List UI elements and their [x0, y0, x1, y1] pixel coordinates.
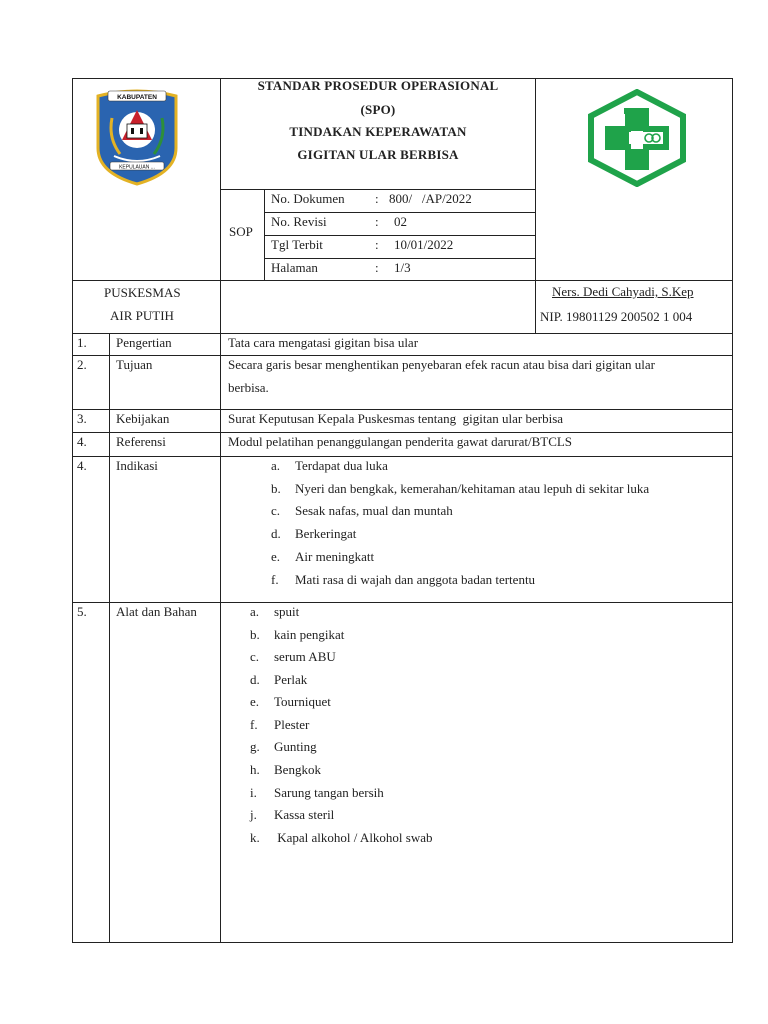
- list-item: [250, 717, 309, 733]
- list-item: [250, 604, 299, 620]
- list-text: Sesak nafas, mual dan muntah: [295, 503, 453, 518]
- row-content: Surat Keputusan Kepala Puskesmas tentang gigitan ular berbisa: [228, 411, 564, 426]
- row-line: [72, 456, 733, 457]
- list-marker: h.: [250, 762, 260, 777]
- list-marker: e.: [250, 694, 260, 709]
- row-line: [72, 409, 733, 410]
- row-label: Indikasi: [116, 458, 158, 473]
- list-text: Perlak: [274, 672, 308, 687]
- list-text: Nyeri dan bengkak, kemerahan/kehitaman atau lepuh di sekitar luka: [295, 481, 650, 496]
- row-content: berbisa.: [228, 380, 269, 395]
- header-divider-right: [535, 78, 536, 334]
- puskesmas-logo: [586, 89, 688, 187]
- list-marker: d.: [271, 526, 281, 541]
- list-item: [250, 627, 344, 643]
- org-row-bottom: [72, 333, 733, 334]
- row-label: Alat dan Bahan: [116, 604, 197, 619]
- list-item: [271, 503, 453, 519]
- list-item: [250, 762, 321, 778]
- row-content: Secara garis besar menghentikan penyebaran efek racun atau bisa dari gigitan ular: [228, 357, 656, 372]
- list-text: Berkeringat: [295, 526, 357, 541]
- list-marker: c.: [271, 503, 281, 518]
- row-line: [72, 602, 733, 603]
- list-marker: d.: [250, 672, 260, 687]
- doc-info-label: Halaman: [271, 260, 318, 275]
- title-line-1: STANDAR PROSEDUR OPERASIONAL: [257, 78, 499, 93]
- list-marker: f.: [271, 572, 279, 587]
- title-line-4: GIGITAN ULAR BERBISA: [297, 147, 459, 162]
- doc-info-value: 02: [394, 214, 407, 229]
- table-border-left: [72, 78, 73, 943]
- header-bottom-line: [72, 280, 733, 281]
- logo-text-top: KABUPATEN: [117, 94, 157, 101]
- list-text: Gunting: [274, 739, 317, 754]
- list-marker: f.: [250, 717, 258, 732]
- list-marker: e.: [271, 549, 281, 564]
- row-label: Tujuan: [116, 357, 153, 372]
- kabupaten-emblem-logo: [94, 88, 180, 186]
- list-item: [250, 785, 384, 801]
- list-marker: b.: [271, 481, 281, 496]
- doc-info-sep: :: [375, 260, 379, 275]
- list-marker: j.: [250, 807, 257, 822]
- body-col-no-divider: [109, 333, 110, 943]
- doc-info-value: 10/01/2022: [394, 237, 454, 252]
- list-text: Bengkok: [274, 762, 321, 777]
- row-number: 2.: [77, 357, 87, 372]
- doc-info-sep: :: [375, 214, 379, 229]
- signer-name: Ners. Dedi Cahyadi, S.Kep: [552, 284, 694, 299]
- list-text: serum ABU: [274, 649, 336, 664]
- list-text: Sarung tangan bersih: [274, 785, 384, 800]
- doc-row-line: [264, 235, 536, 236]
- list-item: [271, 549, 374, 565]
- row-label: Referensi: [116, 434, 166, 449]
- row-label: Kebijakan: [116, 411, 170, 426]
- body-col-label-divider: [220, 333, 221, 943]
- list-text: spuit: [274, 604, 300, 619]
- row-line: [72, 355, 733, 356]
- row-number: 4.: [77, 434, 87, 449]
- list-item: [271, 572, 535, 588]
- doc-info-sep: :: [375, 191, 379, 206]
- doc-info-value: 1/3: [394, 260, 411, 275]
- list-text: Plester: [274, 717, 310, 732]
- list-item: [250, 739, 317, 755]
- row-label: Pengertian: [116, 335, 172, 350]
- doc-info-sep: :: [375, 237, 379, 252]
- list-text: Kapal alkohol / Alkohol swab: [274, 830, 433, 845]
- list-item: [250, 694, 331, 710]
- doc-info-value: 800/ /AP/2022: [389, 191, 472, 206]
- doc-row-line: [264, 212, 536, 213]
- table-border-right: [732, 78, 733, 943]
- list-marker: c.: [250, 649, 260, 664]
- sop-label: SOP: [229, 224, 253, 239]
- list-item: [250, 807, 334, 823]
- list-text: Tourniquet: [274, 694, 331, 709]
- row-line: [72, 432, 733, 433]
- row-number: 1.: [77, 335, 87, 350]
- list-marker: a.: [271, 458, 281, 473]
- list-marker: i.: [250, 785, 257, 800]
- list-marker: g.: [250, 739, 260, 754]
- list-text: Air meningkatt: [295, 549, 375, 564]
- doc-info-label: Tgl Terbit: [271, 237, 323, 252]
- doc-info-label: No. Dokumen: [271, 191, 345, 206]
- list-text: kain pengikat: [274, 627, 345, 642]
- list-marker: k.: [250, 830, 260, 845]
- row-content: Tata cara mengatasi gigitan bisa ular: [228, 335, 419, 350]
- list-item: [271, 458, 388, 474]
- list-item: [250, 830, 433, 846]
- table-border-bottom: [72, 942, 733, 943]
- list-item: [250, 672, 307, 688]
- list-marker: a.: [250, 604, 260, 619]
- list-text: Terdapat dua luka: [295, 458, 388, 473]
- list-text: Mati rasa di wajah dan anggota badan tertentu: [295, 572, 536, 587]
- row-content: Modul pelatihan penanggulangan penderita gawat darurat/BTCLS: [228, 434, 573, 449]
- title-line-3: TINDAKAN KEPERAWATAN: [289, 124, 467, 139]
- list-text: Kassa steril: [274, 807, 335, 822]
- row-number: 5.: [77, 604, 87, 619]
- list-item: [271, 481, 649, 497]
- title-bottom-line: [220, 189, 536, 190]
- logo-text-bottom: KEPULAUAN ...: [119, 164, 155, 171]
- org-name-line1: PUSKESMAS: [104, 285, 181, 300]
- list-item: [271, 526, 356, 542]
- doc-info-label: No. Revisi: [271, 214, 327, 229]
- row-number: 4.: [77, 458, 87, 473]
- doc-row-line: [264, 258, 536, 259]
- title-line-2: (SPO): [360, 102, 396, 117]
- list-item: [250, 649, 336, 665]
- row-number: 3.: [77, 411, 87, 426]
- list-marker: b.: [250, 627, 260, 642]
- signer-nip: NIP. 19801129 200502 1 004: [540, 309, 693, 324]
- org-name-line2: AIR PUTIH: [110, 308, 174, 323]
